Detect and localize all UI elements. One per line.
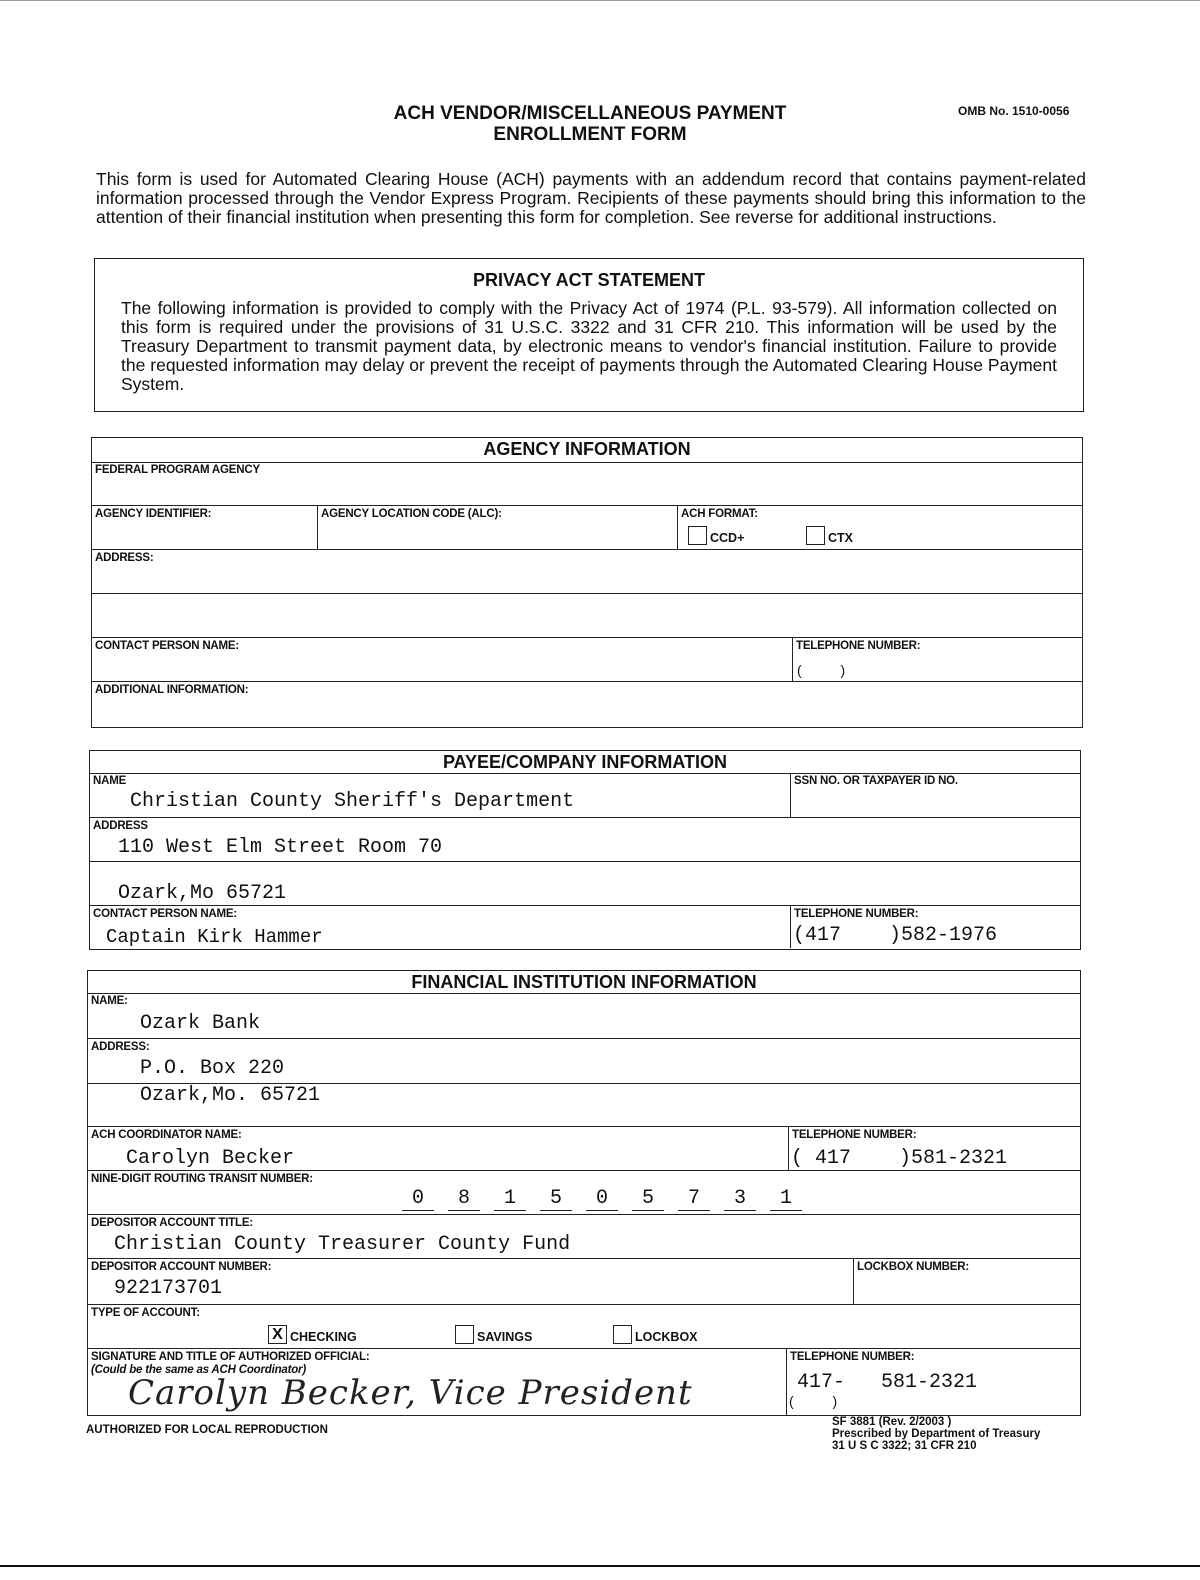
agency-information-section <box>91 437 1083 728</box>
routing-digit: 1 <box>494 1187 526 1211</box>
bank-name-value: Ozark Bank <box>140 1012 261 1035</box>
routing-digit: 7 <box>678 1187 710 1211</box>
payee-contact-row <box>90 906 1080 948</box>
payee-telephone-label: TELEPHONE NUMBER: <box>794 908 919 920</box>
payee-contact-label: CONTACT PERSON NAME: <box>93 908 238 920</box>
signature-note: (Could be the same as ACH Coordinator) <box>91 1364 306 1376</box>
ccd-option[interactable] <box>688 526 744 545</box>
ccd-checkbox[interactable] <box>688 526 707 545</box>
agency-address-label: ADDRESS: <box>95 552 154 564</box>
signature-row <box>88 1349 1080 1415</box>
savings-option[interactable] <box>455 1325 532 1344</box>
routing-number-label: NINE-DIGIT ROUTING TRANSIT NUMBER: <box>91 1173 313 1185</box>
coordinator-telephone-value: ( 417 )581-2321 <box>791 1147 1008 1170</box>
payee-address-label: ADDRESS <box>93 820 148 832</box>
agency-address-row2[interactable] <box>92 594 1082 638</box>
federal-program-agency-row <box>92 462 1082 506</box>
lockbox-number-field[interactable] <box>853 1259 1080 1304</box>
payee-address-divider <box>90 861 1080 862</box>
routing-digit: 8 <box>448 1187 480 1211</box>
ach-coordinator-value: Carolyn Becker <box>126 1147 295 1170</box>
routing-number-row[interactable] <box>88 1171 1080 1215</box>
account-number-field[interactable] <box>88 1259 853 1304</box>
checking-checkbox[interactable]: X <box>268 1325 287 1344</box>
federal-program-agency-field[interactable] <box>92 462 1082 505</box>
account-number-row <box>88 1259 1080 1305</box>
ach-coordinator-field[interactable] <box>88 1127 788 1170</box>
payee-information-section <box>89 750 1081 950</box>
alc-field[interactable] <box>317 506 677 549</box>
agency-identifier-field[interactable] <box>92 506 317 549</box>
routing-digit: 3 <box>724 1187 756 1211</box>
omb-number: OMB No. 1510-0056 <box>958 104 1070 118</box>
bank-name-label: NAME: <box>91 995 128 1007</box>
ccd-label: CCD+ <box>710 531 745 545</box>
savings-label: SAVINGS <box>477 1330 533 1344</box>
payee-address-row[interactable] <box>90 818 1080 906</box>
lockbox-checkbox[interactable] <box>613 1325 632 1344</box>
payee-name-row <box>90 773 1080 818</box>
payee-ssn-field[interactable] <box>790 773 1080 817</box>
signature-telephone-label: TELEPHONE NUMBER: <box>790 1351 915 1363</box>
agency-additional-row[interactable] <box>92 682 1082 726</box>
routing-number-digits <box>402 1187 816 1211</box>
footer-form-citation <box>832 1416 1040 1452</box>
payee-ssn-label: SSN NO. OR TAXPAYER ID NO. <box>794 775 958 787</box>
privacy-title: PRIVACY ACT STATEMENT <box>472 270 705 290</box>
ach-format-field <box>677 506 1082 549</box>
lockbox-option[interactable] <box>613 1325 698 1344</box>
payee-section-title: PAYEE/COMPANY INFORMATION <box>90 751 1080 774</box>
payee-contact-field[interactable] <box>90 906 790 948</box>
payee-name-field[interactable] <box>90 773 790 817</box>
ctx-checkbox[interactable] <box>806 526 825 545</box>
handwritten-signature: Carolyn Becker, Vice President <box>128 1373 693 1413</box>
form-title-line2: ENROLLMENT FORM <box>493 124 687 145</box>
alc-label: AGENCY LOCATION CODE (ALC): <box>321 508 502 520</box>
ctx-label: CTX <box>828 531 853 545</box>
bank-name-row[interactable] <box>88 993 1080 1039</box>
bank-address-label: ADDRESS: <box>91 1041 150 1053</box>
bank-address-line2: Ozark,Mo. 65721 <box>140 1084 321 1107</box>
footer-form-number: SF 3881 (Rev. 2/2003 ) <box>832 1416 952 1428</box>
ach-coordinator-row <box>88 1127 1080 1171</box>
routing-digit: 5 <box>540 1187 572 1211</box>
signature-field[interactable] <box>88 1349 786 1415</box>
ctx-option[interactable] <box>806 526 853 545</box>
payee-name-value: Christian County Sheriff's Department <box>130 790 575 813</box>
coordinator-telephone-label: TELEPHONE NUMBER: <box>792 1129 917 1141</box>
top-edge-rule <box>0 0 1200 1</box>
agency-telephone-field[interactable] <box>792 638 1082 681</box>
signature-telephone-parens: ( ) <box>789 1393 838 1409</box>
account-type-label: TYPE OF ACCOUNT: <box>91 1307 200 1319</box>
account-title-value: Christian County Treasurer County Fund <box>114 1233 571 1256</box>
footer-authorized-reproduction: AUTHORIZED FOR LOCAL REPRODUCTION <box>86 1424 328 1436</box>
ach-coordinator-label: ACH COORDINATOR NAME: <box>91 1129 242 1141</box>
coordinator-telephone-field[interactable] <box>788 1127 1080 1170</box>
agency-additional-label: ADDITIONAL INFORMATION: <box>95 684 249 696</box>
signature-label: SIGNATURE AND TITLE OF AUTHORIZED OFFICIAL: <box>91 1351 370 1363</box>
form-title <box>300 103 880 145</box>
bottom-edge-rule <box>0 1565 1200 1567</box>
bank-address-row[interactable] <box>88 1039 1080 1127</box>
account-number-label: DEPOSITOR ACCOUNT NUMBER: <box>91 1261 272 1273</box>
payee-telephone-field[interactable] <box>790 906 1080 948</box>
intro-paragraph: This form is used for Automated Clearing House (ACH) payments with an addendum record that contains payment-related information processed through the Vendor Express Program. Recipients of these payments should bring this information to the attention of their financial institution when presenting this form for completion. See reverse for additional instructions. <box>96 169 1086 227</box>
checking-option[interactable] <box>268 1325 357 1344</box>
footer-prescribed-by: Prescribed by Department of Treasury <box>832 1428 1041 1440</box>
agency-telephone-parens: ( ) <box>797 662 846 678</box>
routing-digit: 1 <box>770 1187 802 1211</box>
savings-checkbox[interactable] <box>455 1325 474 1344</box>
signature-telephone-field[interactable] <box>786 1349 1080 1415</box>
agency-telephone-label: TELEPHONE NUMBER: <box>796 640 921 652</box>
bank-address-line1: P.O. Box 220 <box>140 1057 285 1080</box>
agency-section-title: AGENCY INFORMATION <box>92 438 1082 463</box>
agency-id-row <box>92 506 1082 550</box>
routing-digit: 5 <box>632 1187 664 1211</box>
privacy-act-box <box>94 258 1084 412</box>
financial-section-title: FINANCIAL INSTITUTION INFORMATION <box>88 971 1080 994</box>
federal-program-agency-label: FEDERAL PROGRAM AGENCY <box>95 464 260 476</box>
lockbox-number-label: LOCKBOX NUMBER: <box>857 1261 969 1273</box>
privacy-body: The following information is provided to comply with the Privacy Act of 1974 (P.L. 93-579). All information collected on this form is required under the provisions of 31 U.S.C. 3322 and 31 CFR 210. This information will be used by the Treasury Department to transmit payment data, by electronic means to vendor's financial institution. Failure to provide the requested information may delay or prevent the receipt of payments through the Automated Clearing House Payment System. <box>121 298 1057 394</box>
payee-contact-value: Captain Kirk Hammer <box>106 926 323 948</box>
signature-telephone-value: 417- 581-2321 <box>797 1371 978 1394</box>
agency-contact-field[interactable] <box>92 638 792 681</box>
agency-identifier-label: AGENCY IDENTIFIER: <box>95 508 212 520</box>
payee-address-line1: 110 West Elm Street Room 70 <box>118 836 443 859</box>
ach-format-label: ACH FORMAT: <box>681 508 758 520</box>
account-type-row <box>88 1305 1080 1349</box>
agency-address-row1[interactable] <box>92 550 1082 594</box>
lockbox-type-label: LOCKBOX <box>635 1330 698 1344</box>
routing-digit: 0 <box>586 1187 618 1211</box>
agency-contact-row <box>92 638 1082 682</box>
routing-digit: 0 <box>402 1187 434 1211</box>
agency-contact-label: CONTACT PERSON NAME: <box>95 640 240 652</box>
checking-label: CHECKING <box>290 1330 357 1344</box>
account-number-value: 922173701 <box>114 1277 223 1300</box>
account-title-row[interactable] <box>88 1215 1080 1259</box>
form-title-line1: ACH VENDOR/MISCELLANEOUS PAYMENT <box>393 103 787 124</box>
footer-legal-citation: 31 U S C 3322; 31 CFR 210 <box>832 1440 977 1452</box>
financial-institution-section <box>87 970 1081 1416</box>
payee-name-label: NAME <box>93 775 127 787</box>
payee-address-line2: Ozark,Mo 65721 <box>118 882 287 905</box>
payee-telephone-value: (417 )582-1976 <box>793 924 998 947</box>
account-title-label: DEPOSITOR ACCOUNT TITLE: <box>91 1217 253 1229</box>
